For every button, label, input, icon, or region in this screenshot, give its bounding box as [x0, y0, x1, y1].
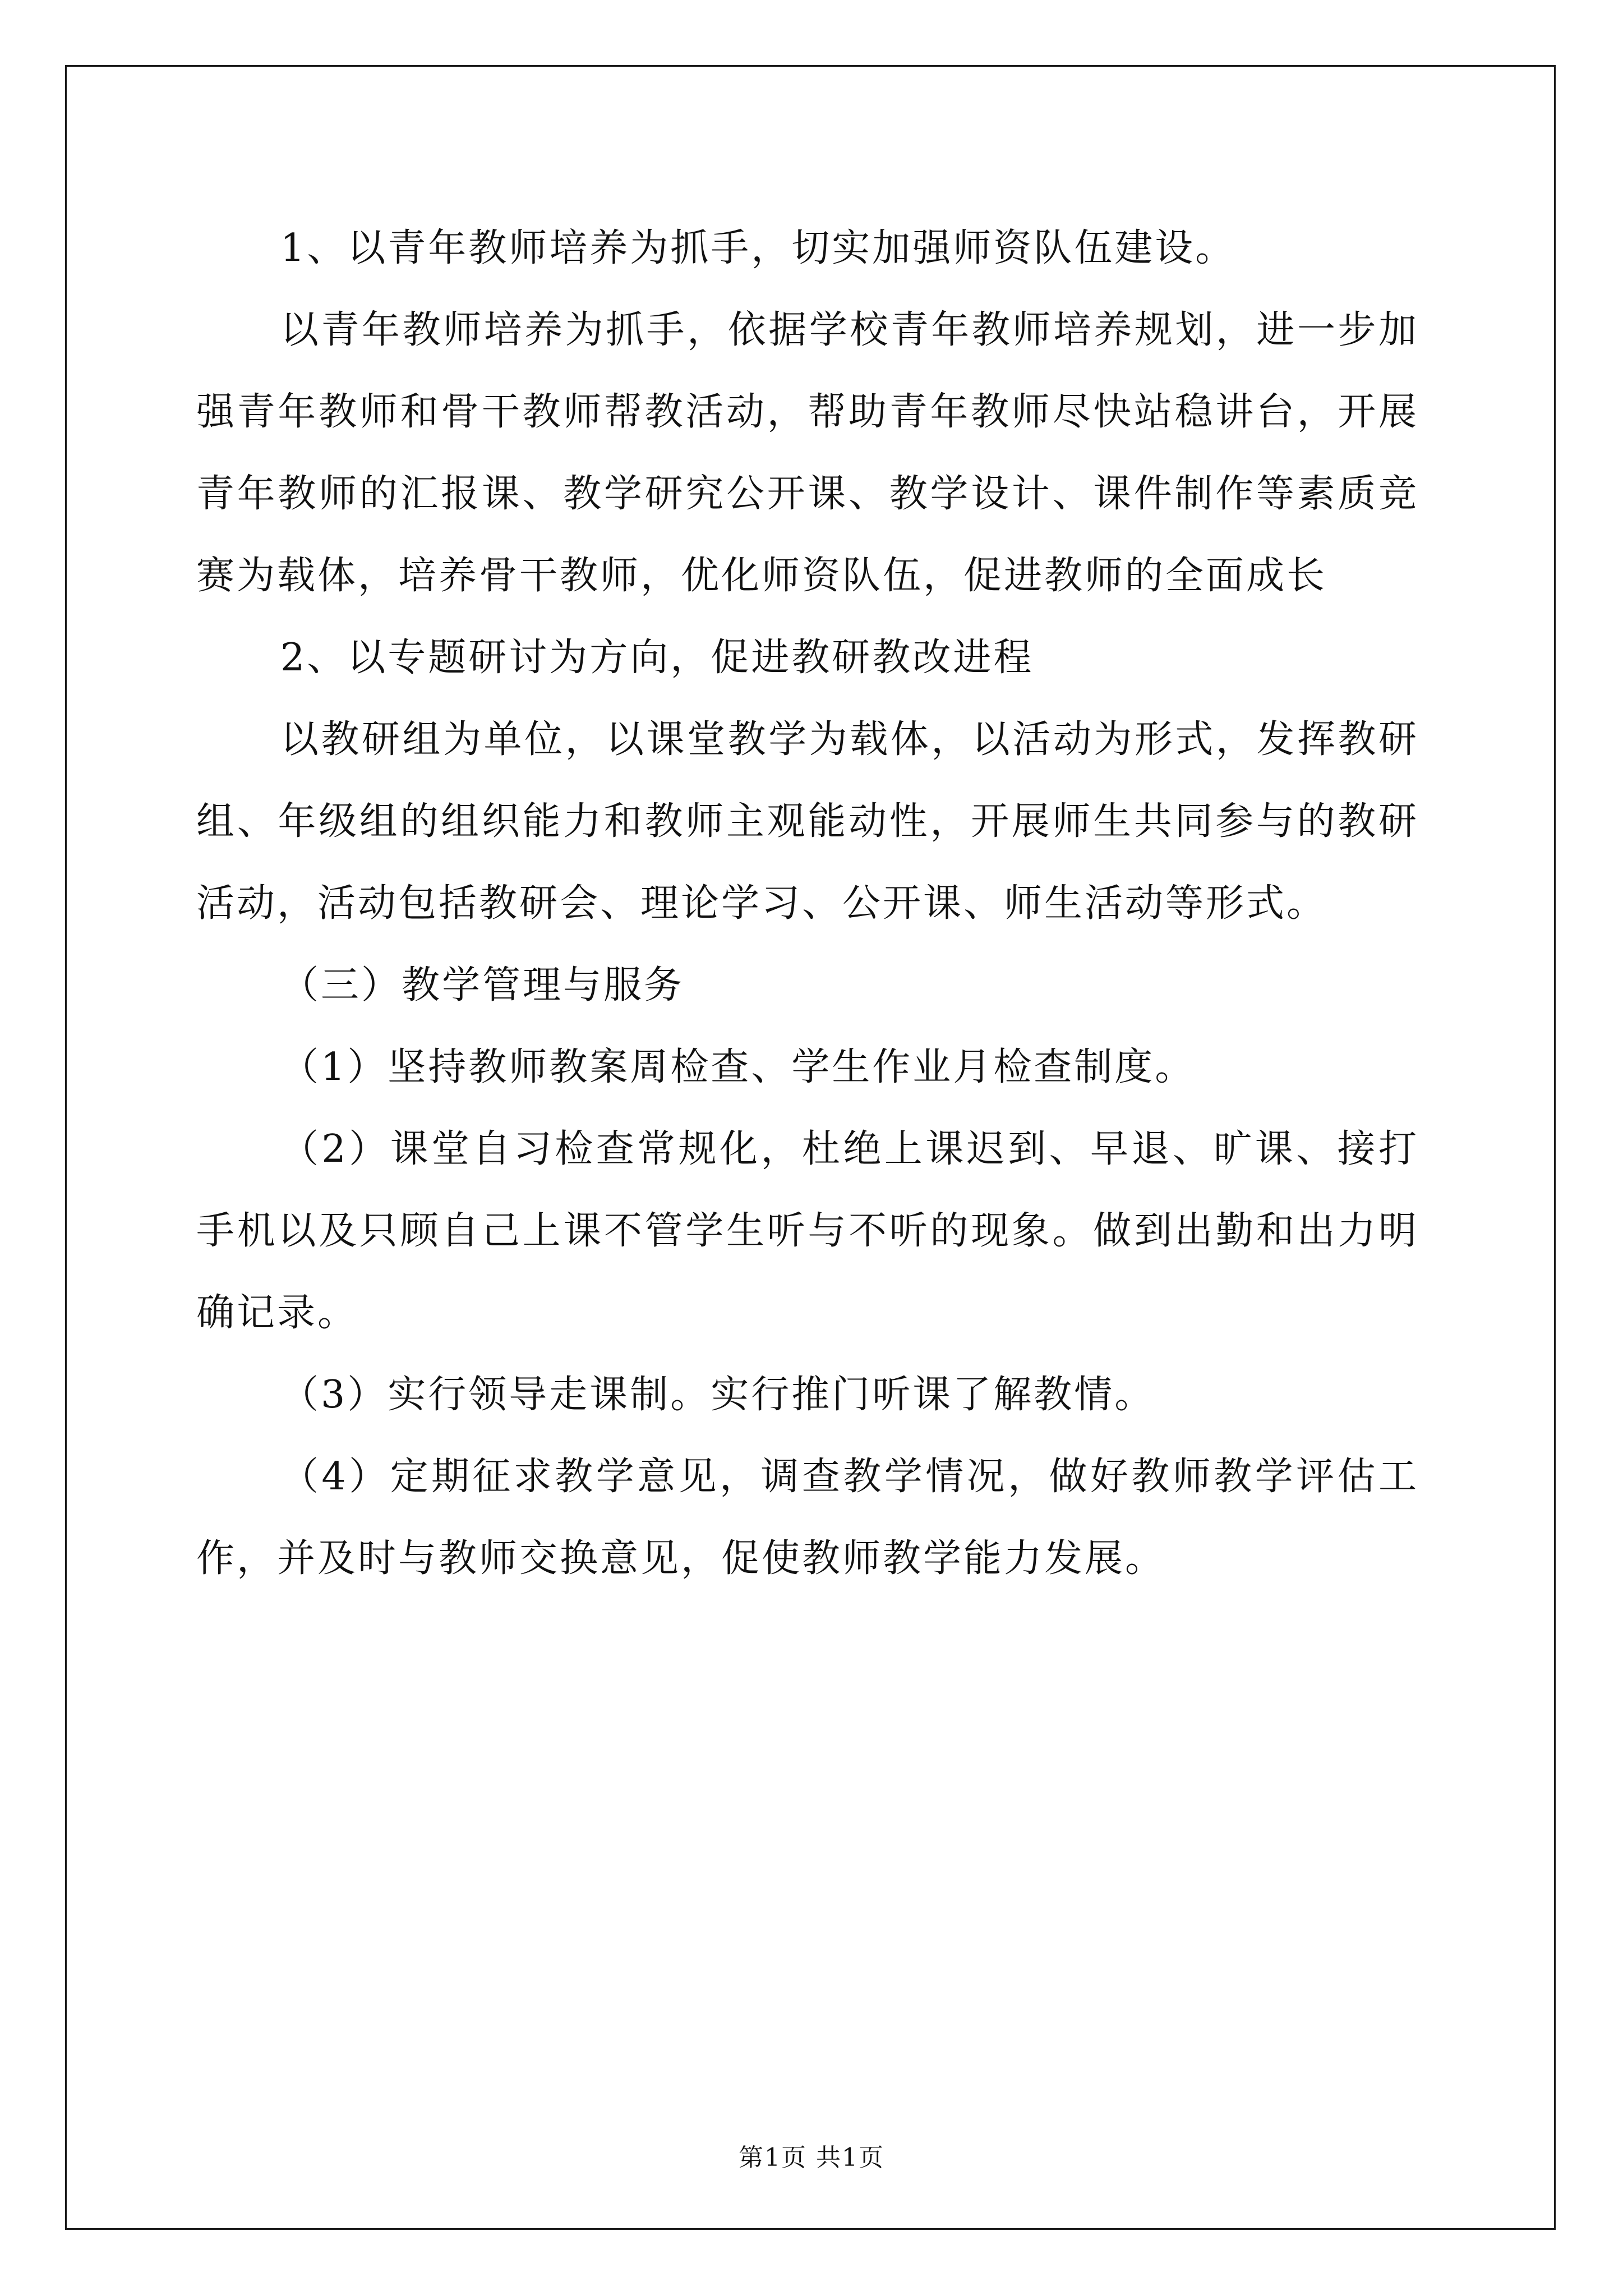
paragraph-item-1: （1）坚持教师教案周检查、学生作业月检查制度。: [280, 1045, 1196, 1089]
paragraph-item-4: （4）定期征求教学意见，调查教学情况，做好教师教学评估工作，并及时与教师交换意见，促使教师教学能力发展。: [196, 1455, 1419, 1581]
paragraph-2: 以青年教师培养为抓手，依据学校青年教师培养规划，进一步加强青年教师和骨干教师帮教活动，帮助青年教师尽快站稳讲台，开展青年教师的汇报课、教学研究公开课、教学设计、课件制作等素质竞赛为载体，培养骨干教师，优化师资队伍，促进教师的全面成长: [196, 308, 1419, 598]
paragraph-4: 以教研组为单位，以课堂教学为载体，以活动为形式，发挥教研组、年级组的组织能力和教师主观能动性，开展师生共同参与的教研活动，活动包括教研会、理论学习、公开课、师生活动等形式。: [196, 717, 1419, 926]
page-footer: 第1页 共1页: [739, 2143, 884, 2172]
paragraph-3: 2、以专题研讨为方向，促进教研教改进程: [280, 636, 1034, 680]
paragraph-item-2: （2）课堂自习检查常规化，杜绝上课迟到、早退、旷课、接打手机以及只顾自己上课不管学生听与不听的现象。做到出勤和出力明确记录。: [196, 1127, 1419, 1335]
document-body: [196, 208, 1419, 1600]
paragraph-item-3: （3）实行领导走课制。实行推门听课了解教情。: [280, 1373, 1155, 1417]
section-heading-3: （三）教学管理与服务: [280, 963, 685, 1007]
paragraph-1: 1、以青年教师培养为抓手，切实加强师资队伍建设。: [280, 226, 1236, 270]
